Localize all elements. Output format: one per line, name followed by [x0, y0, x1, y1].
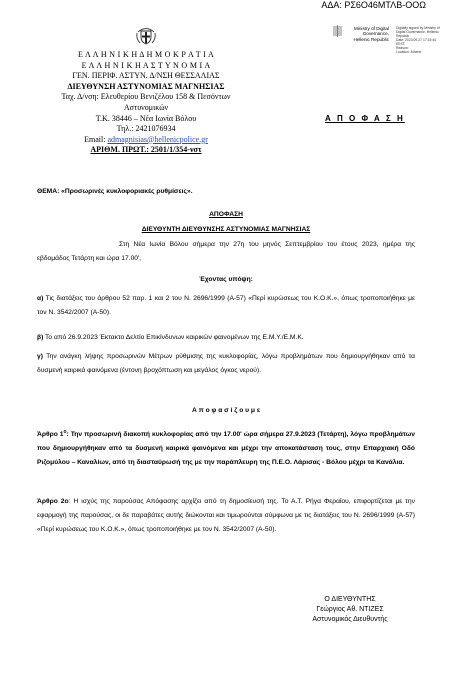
greek-emblem-icon	[135, 24, 157, 46]
article-1	[37, 425, 415, 470]
article-1-label: Άρθρο 1	[37, 431, 64, 439]
consideration-text: Την ανάγκη λήψης προσωρινών Μέτρων ρύθμισης της κυκλοφορίας, λόγω προβλημάτων που δημιουργήθηκαν από τα δυσμενή καιρικά φαινόμενα (έντονη βροχόπτωση και μεγάλος όγκος νερού).	[37, 353, 415, 374]
signature-detail-line: Digital Governance, Hellenic	[396, 30, 439, 34]
header-line-republic: Ε Λ Λ Η Ν Ι Κ Η Δ Η Μ Ο Κ Ρ Α Τ Ι Α	[77, 50, 215, 59]
signature-org-line: Governance,	[362, 31, 389, 37]
consideration-a	[37, 292, 415, 320]
having-in-mind: Έχοντας υπόψη:	[199, 276, 253, 283]
header-line-directorate: ΔΙΕΥΘΥΝΣΗ ΑΣΤΥΝΟΜΙΑΣ ΜΑΓΝΗΣΙΑΣ	[67, 81, 225, 91]
article-2	[37, 495, 415, 537]
signature-details	[396, 26, 451, 54]
signature-detail-line: Date: 2023.09.27 17:15:44	[396, 38, 437, 42]
consideration-marker: β)	[37, 334, 44, 341]
article-2-label: Άρθρο 2ο	[37, 498, 69, 505]
decision-heading-spaced: Α Π Ο Φ Α Σ Η	[325, 114, 405, 123]
decision-title: ΑΠΟΦΑΣΗ	[209, 211, 243, 218]
email-label: Email:	[84, 134, 108, 144]
email-link[interactable]: admagnisias@hellenicpolice.gr	[107, 134, 208, 144]
intro-paragraph: Στη Νέα Ιωνία Βόλου σήμερα την 27η του μηνός Σεπτεμβρίου του έτους 2023, ημέρα της εβδομάδος Τετάρτη και ώρα 17.00',	[37, 241, 415, 262]
signature-org	[344, 26, 389, 42]
header-email-line	[20, 135, 272, 146]
consideration-text: Τις διατάξεις του άρθρου 52 παρ. 1 και 2 του Ν. 2696/1999 (Α-57) «Περί κυρώσεως του Κ.Ο.Κ.», όπως τροποποιήθηκε με τον Ν. 3542/2007 (Α-50).	[37, 295, 415, 316]
signature-detail-line: EEST	[396, 42, 405, 46]
protocol-number: ΑΡΙΘΜ. ΠΡΩΤ.: 2501/1/354-νστ	[90, 145, 202, 155]
header-line-region: ΓΕΝ. ΠΕΡΙΦ. ΑΣΤΥΝ. Δ/ΝΣΗ ΘΕΣΣΑΛΙΑΣ	[72, 71, 220, 81]
consideration-marker: α)	[37, 295, 44, 302]
header-address-cont: Αστυνομικών	[123, 102, 169, 112]
signature-org-line: Ministry of Digital	[354, 26, 389, 31]
signature-role: Ο ΔΙΕΥΘΥΝΤΗΣ	[324, 596, 376, 603]
signature-org-line: Hellenic Republic	[353, 36, 389, 42]
consideration-b	[37, 331, 415, 345]
article-1-sup: ο	[63, 429, 67, 435]
article-1-text: : Την προσωρινή διακοπή κυκλοφορίας από την 17.00' ώρα σήμερα 27.9.2023 (Τετάρτη), λόγω προβλημάτων που δημιουργήθηκαν από τα δυσμενή καιρικά φαινόμενα και μέχρι την αποκατάσταση τους, στην Επαρχιακή Οδό Ριζομύλου – Καναλίων, από τη διασταύρωσή της με την παράπλευρη της Π.Ε.Ο. Λάρισας - Βόλου μέχρι τα Κανάλια.	[37, 431, 415, 467]
consideration-text: Το από 26.9.2023 Έκτακτο Δελτίο Επικίνδυνων καιρικών φαινομένων της Ε.Μ.Υ./Ε.Μ.Κ.	[43, 334, 304, 341]
header-address: Ταχ. Δ/νση: Ελευθερίου Βενιζέλου 158 & Πεσόντων	[61, 92, 231, 102]
signature-rank: Αστυνομικός Διευθυντής	[312, 615, 388, 623]
header-phone: Τηλ.: 2421076934	[116, 124, 176, 134]
header-line-police: Ε Λ Λ Η Ν Ι Κ Η Α Σ Τ Υ Ν Ο Μ Ι Α	[81, 60, 211, 70]
header-postal: Τ.Κ. 38446 – Νέα Ιωνία Βόλου	[95, 113, 197, 123]
signature-block	[290, 595, 410, 624]
consideration-c	[37, 350, 415, 378]
director-title: ΔΙΕΥΘΥΝΤΗ ΔΙΕΥΘΥΝΣΗΣ ΑΣΤΥΝΟΜΙΑΣ ΜΑΓΝΗΣΙΑΣ	[141, 226, 311, 233]
signature-name: Γεώργιος Αθ. ΝΤΙΖΕΣ	[316, 605, 384, 613]
signature-detail-line: Location: Athens	[396, 50, 422, 54]
signature-detail-line: Republic	[396, 34, 410, 38]
subject-line: ΘΕΜΑ: «Προσωρινές κυκλοφοριακές ρυθμίσεις».	[37, 188, 193, 195]
signature-detail-line: Reason:	[396, 46, 409, 50]
we-decide-heading: Α π ο φ α σ ί ζ ο υ μ ε	[191, 407, 261, 414]
ada-number: ΑΔΑ: ΡΣ6Ο46ΜΤΛΒ-ΟΟΩ	[321, 0, 426, 10]
article-2-text: : Η ισχύς της παρούσας Απόφασης αρχίζει από τη δημοσίευσή της. Το Α.Τ. Ρήγα Φεραίου, επιφορτίζεται με την εφαρμογή της παρούσας, οι δε παραβάτες αυτής διώκονται και τιμωρούνται σύμφωνα με τις διατάξεις του Ν. 2696/1999 (Α-57) «Περί κυρώσεως του Κ.Ο.Κ.», όπως τροποποιήθηκε με τον Ν. 3542/2007 (Α-50).	[37, 498, 415, 533]
header-block	[20, 50, 272, 156]
consideration-marker: γ)	[37, 353, 43, 360]
signature-detail-line: Digitally signed by Ministry of	[396, 26, 440, 30]
